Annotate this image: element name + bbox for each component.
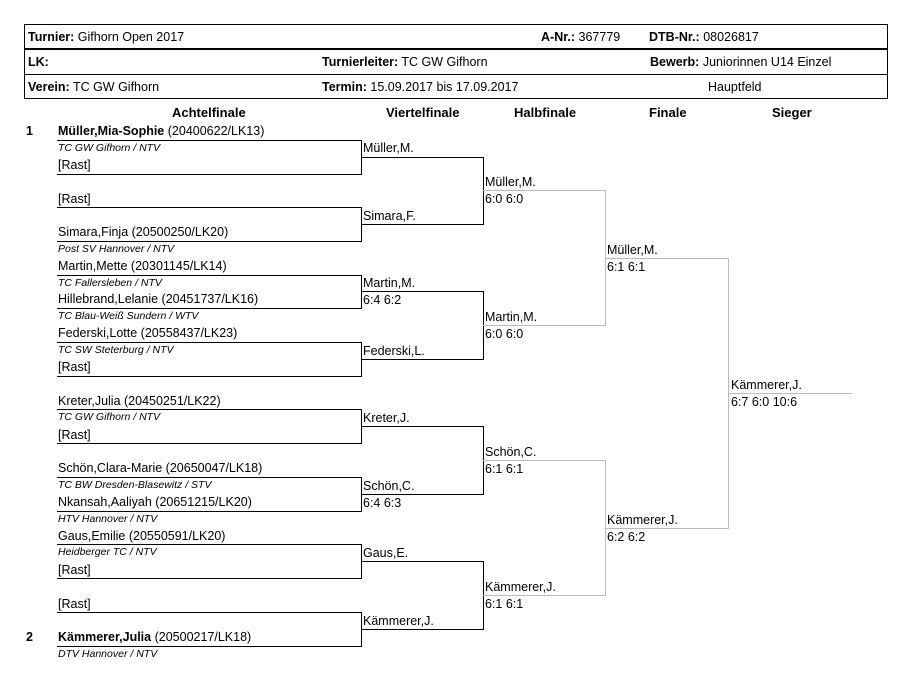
player-3: [Rast] (58, 192, 91, 206)
qf-winner-7: Gaus,E. (363, 546, 409, 560)
round-heading-quarterfinal: Viertelfinale (386, 105, 460, 120)
player-15: [Rast] (58, 597, 91, 611)
player-2: [Rast] (58, 158, 91, 172)
player-9: Kreter,Julia (20450251/LK22) (58, 394, 221, 408)
tournament-label: Turnier: (28, 30, 75, 44)
tournament-director-label: Turnierleiter: (322, 55, 399, 69)
date-label: Termin: (322, 80, 367, 94)
player-12-club: HTV Hannover / NTV (58, 513, 158, 525)
qf-winner-1: Müller,M. (363, 141, 414, 155)
player-11-club: TC BW Dresden-Blasewitz / STV (58, 479, 212, 491)
player-16-id: (20500217/LK18) (154, 630, 252, 644)
player-9-club: TC GW Gifhorn / NTV (58, 411, 161, 423)
player-1-id: (20400622/LK13) (167, 124, 265, 138)
sf-score-3: 6:1 6:1 (485, 462, 524, 476)
player-1 (58, 123, 264, 139)
player-12: Nkansah,Aaliyah (20651215/LK20) (58, 495, 252, 509)
qf-winner-4: Federski,L. (363, 344, 425, 358)
club-label: Verein: (28, 80, 70, 94)
player-5-club: TC Fallersleben / NTV (58, 277, 162, 289)
dtb-number-label: DTB-Nr.: (649, 30, 700, 44)
player-16 (58, 629, 251, 645)
event-value: Juniorinnen U14 Einzel (702, 55, 832, 69)
player-7: Federski,Lotte (20558437/LK23) (58, 326, 238, 340)
round-heading-r16: Achtelfinale (172, 105, 246, 120)
player-6-club: TC Blau-Weiß Sundern / WTV (58, 310, 199, 322)
player-6: Hillebrand,Lelanie (20451737/LK16) (58, 292, 259, 306)
player-5: Martin,Mette (20301145/LK14) (58, 259, 227, 273)
sf-winner-4: Kämmerer,J. (485, 580, 556, 594)
sf-score-2: 6:0 6:0 (485, 327, 524, 341)
a-number-label: A-Nr.: (541, 30, 576, 44)
tournament-value: Gifhorn Open 2017 (77, 30, 185, 44)
lk-label: LK: (28, 55, 49, 69)
champion-score: 6:7 6:0 10:6 (731, 395, 798, 409)
player-1-name: Müller,Mia-Sophie (58, 124, 165, 138)
player-11: Schön,Clara-Marie (20650047/LK18) (58, 461, 263, 475)
sf-score-4: 6:1 6:1 (485, 597, 524, 611)
dtb-number-value: 08026817 (703, 30, 759, 44)
sf-line-1 (483, 191, 606, 326)
player-13-club: Heidberger TC / NTV (58, 546, 157, 558)
date-value: 15.09.2017 bis 17.09.2017 (370, 80, 519, 94)
qf-winner-5: Kreter,J. (363, 411, 410, 425)
draw-type-value: Hauptfeld (708, 80, 762, 94)
sf-winner-2: Martin,M. (485, 310, 538, 324)
player-8: [Rast] (58, 360, 91, 374)
sf-line-2 (483, 461, 606, 596)
qf-score-6: 6:4 6:3 (363, 496, 402, 510)
tournament-director-value: TC GW Gifhorn (401, 55, 488, 69)
round-heading-winner: Sieger (772, 105, 812, 120)
qf-winner-6: Schön,C. (363, 479, 415, 493)
seed-2: 2 (26, 630, 33, 644)
player-16-name: Kämmerer,Julia (58, 630, 152, 644)
club-value: TC GW Gifhorn (72, 80, 160, 94)
player-10: [Rast] (58, 428, 91, 442)
round-heading-final: Finale (649, 105, 687, 120)
sf-score-1: 6:0 6:0 (485, 192, 524, 206)
player-13: Gaus,Emilie (20550591/LK20) (58, 529, 226, 543)
champion-name: Kämmerer,J. (731, 378, 802, 392)
qf-winner-3: Martin,M. (363, 276, 416, 290)
player-14: [Rast] (58, 563, 91, 577)
player-16-club: DTV Hannover / NTV (58, 648, 158, 660)
final-winner-1: Müller,M. (607, 243, 658, 257)
player-1-club: TC GW Gifhorn / NTV (58, 142, 161, 154)
round-heading-semifinal: Halbfinale (514, 105, 577, 120)
qf-winner-2: Simara,F. (363, 209, 416, 223)
final-score-2: 6:2 6:2 (607, 530, 646, 544)
final-brackets (605, 259, 852, 529)
final-line (605, 259, 729, 529)
final-score-1: 6:1 6:1 (607, 260, 646, 274)
a-number-value: 367779 (578, 30, 621, 44)
sf-winner-1: Müller,M. (485, 175, 536, 189)
sf-winner-3: Schön,C. (485, 445, 537, 459)
player-4: Simara,Finja (20500250/LK20) (58, 225, 229, 239)
qf-score-3: 6:4 6:2 (363, 293, 402, 307)
player-7-club: TC SW Steterburg / NTV (58, 344, 174, 356)
sf-brackets (483, 191, 606, 596)
final-winner-2: Kämmerer,J. (607, 513, 678, 527)
player-4-club: Post SV Hannover / NTV (58, 243, 175, 255)
event-label: Bewerb: (650, 55, 700, 69)
seed-1: 1 (26, 124, 33, 138)
qf-winner-8: Kämmerer,J. (363, 614, 434, 628)
